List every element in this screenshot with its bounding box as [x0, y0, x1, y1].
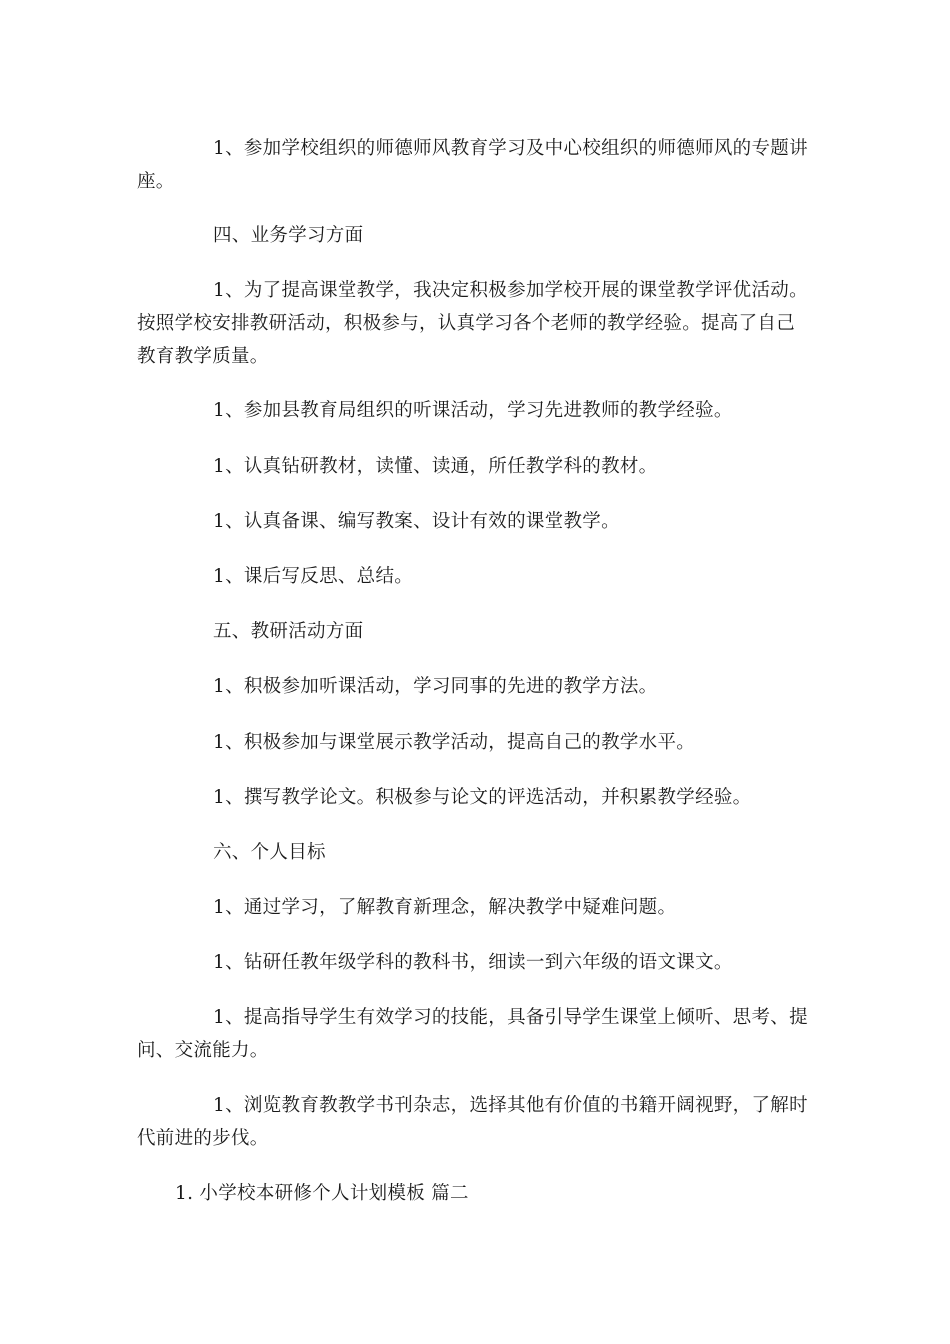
- section-title-part-two: 1. 小学校本研修个人计划模板 篇二: [175, 1183, 469, 1204]
- paragraph-reflection: 1、课后写反思、总结。: [213, 566, 414, 587]
- paragraph-guidance-skills: 1、提高指导学生有效学习的技能，具备引导学生课堂上倾听、思考、提问、交流能力。: [137, 1007, 808, 1061]
- paragraph-attend-lectures: 1、积极参加听课活动，学习同事的先进的教学方法。: [213, 676, 658, 697]
- heading-business-study: 四、业务学习方面: [213, 225, 364, 246]
- paragraph-classroom-teaching: 1、为了提高课堂教学，我决定积极参加学校开展的课堂教学评优活动。按照学校安排教研活动，积极参与，认真学习各个老师的教学经验。提高了自己教育教学质量。: [137, 280, 808, 367]
- paragraph-new-concepts: 1、通过学习，了解教育新理念，解决教学中疑难问题。: [213, 897, 677, 918]
- paragraph-write-papers: 1、撰写教学论文。积极参与论文的评选活动，并积累教学经验。: [213, 787, 752, 808]
- paragraph-ethics-lecture: 1、参加学校组织的师德师风教育学习及中心校组织的师德师风的专题讲座。: [137, 138, 808, 192]
- paragraph-study-materials: 1、认真钻研教材，读懂、读通，所任教学科的教材。: [213, 456, 658, 477]
- paragraph-lesson-prep: 1、认真备课、编写教案、设计有效的课堂教学。: [213, 511, 620, 532]
- paragraph-demo-teaching: 1、积极参加与课堂展示教学活动，提高自己的教学水平。: [213, 732, 696, 753]
- paragraph-reading: 1、浏览教育教教学书刊杂志，选择其他有价值的书籍开阔视野，了解时代前进的步伐。: [137, 1095, 808, 1149]
- heading-personal-goals: 六、个人目标: [213, 842, 326, 863]
- paragraph-textbooks: 1、钻研任教年级学科的教科书，细读一到六年级的语文课文。: [213, 952, 733, 973]
- heading-research-activities: 五、教研活动方面: [213, 621, 364, 642]
- paragraph-county-lectures: 1、参加县教育局组织的听课活动，学习先进教师的教学经验。: [213, 400, 733, 421]
